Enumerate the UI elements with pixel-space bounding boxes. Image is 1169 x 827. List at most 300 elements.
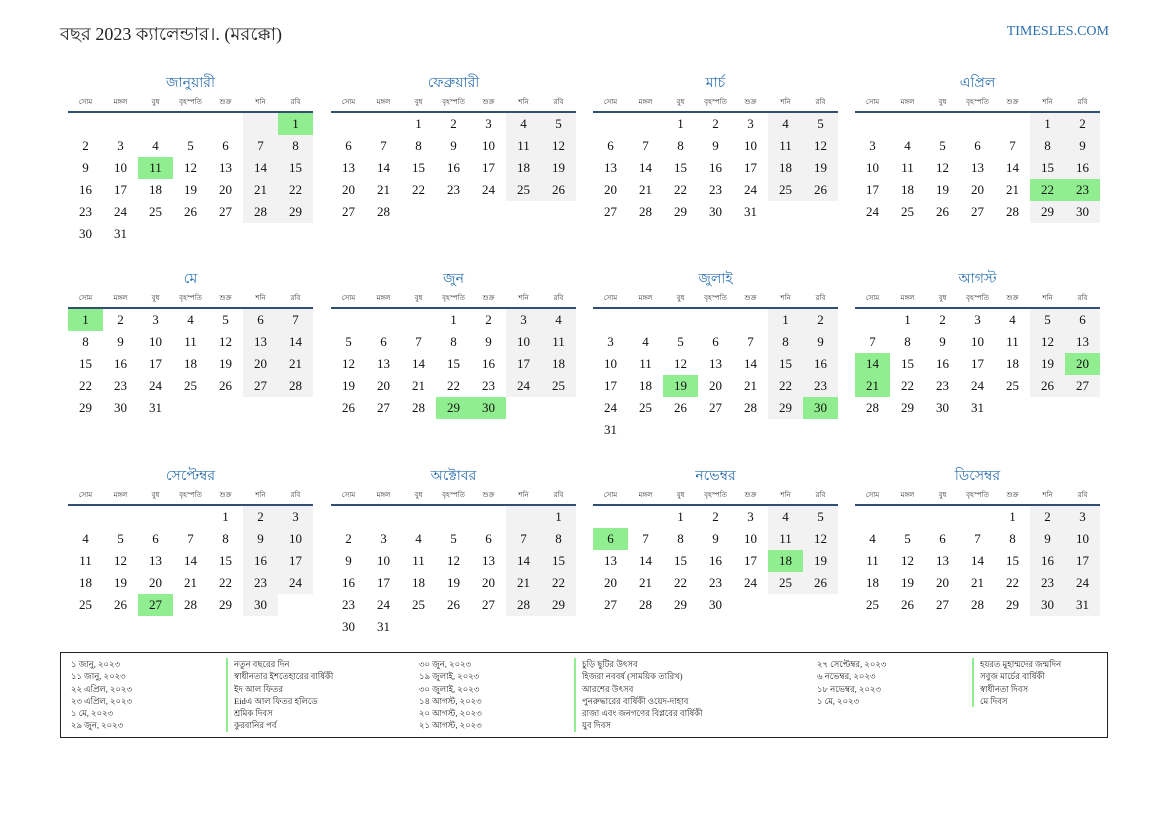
empty-day-cell xyxy=(436,506,471,528)
day-cell: 23 xyxy=(709,575,722,590)
day-cell: 9 xyxy=(243,528,278,550)
weekday-label: বৃহস্পতি xyxy=(179,98,202,106)
day-grid xyxy=(593,506,838,616)
day-cell: 2 xyxy=(1030,506,1065,528)
weekday-label: বুধ xyxy=(414,491,423,499)
day-cell: 20 xyxy=(149,575,162,590)
day-grid xyxy=(855,506,1100,616)
day-cell: 29 xyxy=(278,201,313,223)
empty-day-cell xyxy=(855,113,890,135)
legend-holiday-name: রাজা এবং জনগণের বিপ্লবের বার্ষিকী xyxy=(574,707,703,719)
weekday-label: সোম xyxy=(865,491,880,499)
day-cell: 7 xyxy=(747,334,754,349)
site-link[interactable]: TIMESLES.COM xyxy=(1006,24,1109,39)
day-cell: 4 xyxy=(541,309,576,331)
empty-day-cell xyxy=(366,506,401,528)
day-cell: 2 xyxy=(117,312,124,327)
weekday-label: শুক্র xyxy=(1006,491,1019,499)
day-cell: 2 xyxy=(712,509,719,524)
day-cell: 14 xyxy=(1006,160,1019,175)
day-cell: 18 xyxy=(639,378,652,393)
month-calendar xyxy=(593,270,838,441)
weekday-label: সোম xyxy=(603,491,618,499)
legend-date: ১৯ জুলাই, ২০২৩ xyxy=(419,671,480,682)
day-cell: 27 xyxy=(971,204,984,219)
day-cell: 4 xyxy=(506,113,541,135)
day-cell: 8 xyxy=(677,138,684,153)
day-cell: 6 xyxy=(607,138,614,153)
day-cell: 27 xyxy=(604,204,617,219)
day-cell: 16 xyxy=(803,353,838,375)
weekday-label: রবি xyxy=(553,294,564,302)
empty-day-cell xyxy=(593,309,628,331)
holiday-day-cell: 21 xyxy=(855,375,890,397)
day-cell: 25 xyxy=(768,179,803,201)
month-name: এপ্রিল xyxy=(959,76,996,91)
weekday-label: বৃহস্পতি xyxy=(966,98,989,106)
month-name: জুন xyxy=(443,272,464,287)
day-grid xyxy=(593,113,838,223)
day-cell: 5 xyxy=(1030,309,1065,331)
weekday-label: মঙ্গল xyxy=(900,98,915,106)
day-cell: 30 xyxy=(936,400,949,415)
day-cell: 9 xyxy=(117,334,124,349)
legend-row xyxy=(419,707,703,719)
day-cell: 10 xyxy=(114,160,127,175)
weekday-label: শনি xyxy=(1042,294,1053,302)
day-cell: 26 xyxy=(447,597,460,612)
day-cell: 8 xyxy=(768,331,803,353)
holiday-day-cell: 14 xyxy=(855,353,890,375)
day-grid xyxy=(855,113,1100,223)
legend-date: ২০ আগস্ট, ২০২৩ xyxy=(419,708,482,719)
month-calendar xyxy=(331,74,576,223)
day-cell: 22 xyxy=(79,378,92,393)
empty-day-cell xyxy=(243,113,278,135)
day-cell: 14 xyxy=(184,553,197,568)
day-cell: 3 xyxy=(506,309,541,331)
weekday-label: শুক্র xyxy=(219,294,232,302)
day-cell: 12 xyxy=(803,135,838,157)
day-cell: 28 xyxy=(639,597,652,612)
day-cell: 3 xyxy=(747,509,754,524)
legend-date: ৬ নভেম্বর, ২০২৩ xyxy=(817,671,876,682)
day-cell: 11 xyxy=(768,528,803,550)
day-cell: 11 xyxy=(541,331,576,353)
day-cell: 11 xyxy=(506,135,541,157)
day-cell: 9 xyxy=(1065,135,1100,157)
day-cell: 26 xyxy=(936,204,949,219)
weekday-label: সোম xyxy=(341,98,356,106)
day-cell: 25 xyxy=(79,597,92,612)
day-cell: 30 xyxy=(1030,594,1065,616)
day-cell: 5 xyxy=(187,138,194,153)
day-cell: 27 xyxy=(936,597,949,612)
day-cell: 12 xyxy=(219,334,232,349)
day-cell: 3 xyxy=(380,531,387,546)
day-cell: 26 xyxy=(342,400,355,415)
day-cell: 7 xyxy=(1009,138,1016,153)
month-calendar xyxy=(593,74,838,223)
weekday-label: বৃহস্পতি xyxy=(704,491,727,499)
page-title: বছর 2023 ক্যালেন্ডার।. (মরক্কো) xyxy=(60,24,283,44)
empty-day-cell xyxy=(331,309,366,331)
day-cell: 13 xyxy=(604,160,617,175)
legend-date: ১১ জানু, ২০২৩ xyxy=(71,671,126,682)
day-cell: 26 xyxy=(803,572,838,594)
day-cell: 23 xyxy=(243,572,278,594)
weekday-label: রবি xyxy=(815,98,826,106)
day-cell: 12 xyxy=(541,135,576,157)
legend-holiday-name: হিজরা নববর্ষ (সাময়িক তারিখ) xyxy=(574,670,683,682)
weekday-header xyxy=(855,94,1100,113)
day-cell: 19 xyxy=(342,378,355,393)
weekday-label: মঙ্গল xyxy=(113,491,128,499)
day-cell: 19 xyxy=(447,575,460,590)
day-cell: 21 xyxy=(639,575,652,590)
weekday-label: শনি xyxy=(518,491,529,499)
day-cell: 8 xyxy=(82,334,89,349)
day-cell: 24 xyxy=(744,182,757,197)
day-cell: 25 xyxy=(506,179,541,201)
legend-holiday-name: কুরবানির পর্ব xyxy=(226,719,277,731)
holiday-day-cell: 22 xyxy=(1030,179,1065,201)
legend-holiday-name: পুনরুদ্ধারের বার্ষিকী ওয়েদ-দাহাব xyxy=(574,695,688,707)
day-cell: 1 xyxy=(677,116,684,131)
day-cell: 11 xyxy=(639,356,652,371)
weekday-label: বুধ xyxy=(414,294,423,302)
legend-date: ২১ আগস্ট, ২০২৩ xyxy=(419,720,482,731)
day-cell: 7 xyxy=(642,531,649,546)
legend-holiday-name: সবুজ মার্চের বার্ষিকী xyxy=(972,670,1045,682)
day-cell: 28 xyxy=(184,597,197,612)
legend-date: ১৪ আগস্ট, ২০২৩ xyxy=(419,695,482,706)
weekday-label: সোম xyxy=(865,294,880,302)
empty-day-cell xyxy=(401,506,436,528)
day-cell: 18 xyxy=(184,356,197,371)
day-cell: 6 xyxy=(1065,309,1100,331)
empty-day-cell xyxy=(628,309,663,331)
day-cell: 19 xyxy=(1030,353,1065,375)
empty-day-cell xyxy=(103,113,138,135)
legend-row xyxy=(419,658,703,670)
day-cell: 6 xyxy=(243,309,278,331)
day-cell: 19 xyxy=(219,356,232,371)
day-cell: 24 xyxy=(604,400,617,415)
day-cell: 24 xyxy=(278,572,313,594)
month-calendar xyxy=(331,467,576,638)
day-cell: 17 xyxy=(744,160,757,175)
month-name: ফেব্রুয়ারী xyxy=(427,76,480,91)
legend-row xyxy=(71,670,333,682)
day-cell: 2 xyxy=(450,116,457,131)
day-cell: 22 xyxy=(674,575,687,590)
weekday-header xyxy=(68,94,313,113)
day-cell: 22 xyxy=(1006,575,1019,590)
weekday-label: মঙ্গল xyxy=(638,491,653,499)
weekday-label: রবি xyxy=(290,98,301,106)
day-cell: 28 xyxy=(243,201,278,223)
day-cell: 26 xyxy=(803,179,838,201)
legend-holiday-name: আরশের উৎসব xyxy=(574,683,633,695)
day-cell: 26 xyxy=(114,597,127,612)
day-cell: 18 xyxy=(506,157,541,179)
legend-row xyxy=(419,670,703,682)
weekday-label: শুক্র xyxy=(482,98,495,106)
day-cell: 13 xyxy=(1065,331,1100,353)
day-cell: 19 xyxy=(114,575,127,590)
weekday-label: বৃহস্পতি xyxy=(179,294,202,302)
day-cell: 10 xyxy=(604,356,617,371)
day-cell: 7 xyxy=(974,531,981,546)
weekday-label: মঙ্গল xyxy=(638,294,653,302)
holiday-day-cell: 19 xyxy=(663,375,698,397)
empty-day-cell xyxy=(593,113,628,135)
day-cell: 4 xyxy=(768,506,803,528)
weekday-label: মঙ্গল xyxy=(376,98,391,106)
weekday-header xyxy=(331,290,576,309)
empty-day-cell xyxy=(68,113,103,135)
month-calendar xyxy=(68,74,313,245)
day-cell: 17 xyxy=(278,550,313,572)
day-cell: 28 xyxy=(744,400,757,415)
day-cell: 13 xyxy=(243,331,278,353)
day-cell: 31 xyxy=(744,204,757,219)
day-cell: 16 xyxy=(709,160,722,175)
day-cell: 1 xyxy=(768,309,803,331)
month-calendar xyxy=(68,270,313,419)
day-cell: 1 xyxy=(1009,509,1016,524)
day-cell: 8 xyxy=(1009,531,1016,546)
day-cell: 19 xyxy=(803,550,838,572)
day-cell: 14 xyxy=(278,331,313,353)
weekday-label: সোম xyxy=(78,491,93,499)
day-cell: 25 xyxy=(901,204,914,219)
weekday-header xyxy=(855,487,1100,506)
day-cell: 31 xyxy=(114,226,127,241)
day-cell: 22 xyxy=(219,575,232,590)
day-grid xyxy=(68,113,313,245)
day-cell: 19 xyxy=(541,157,576,179)
day-cell: 26 xyxy=(184,204,197,219)
day-cell: 20 xyxy=(377,378,390,393)
empty-day-cell xyxy=(733,309,768,331)
day-cell: 27 xyxy=(604,597,617,612)
day-cell: 15 xyxy=(674,553,687,568)
legend-holiday-name: চুড়ি ছুটির উৎসব xyxy=(574,658,638,670)
day-cell: 12 xyxy=(114,553,127,568)
weekday-label: বুধ xyxy=(151,98,160,106)
day-cell: 16 xyxy=(1065,157,1100,179)
empty-day-cell xyxy=(366,309,401,331)
month-name: জুলাই xyxy=(698,272,733,287)
day-cell: 4 xyxy=(415,531,422,546)
day-cell: 18 xyxy=(541,353,576,375)
empty-day-cell xyxy=(173,113,208,135)
day-cell: 25 xyxy=(149,204,162,219)
day-cell: 14 xyxy=(744,356,757,371)
day-cell: 7 xyxy=(415,334,422,349)
legend-row xyxy=(71,658,333,670)
day-cell: 29 xyxy=(1006,597,1019,612)
holiday-day-cell: 30 xyxy=(471,397,506,419)
weekday-label: রবি xyxy=(553,98,564,106)
day-cell: 18 xyxy=(866,575,879,590)
day-cell: 8 xyxy=(222,531,229,546)
day-cell: 15 xyxy=(79,356,92,371)
day-cell: 22 xyxy=(768,375,803,397)
day-cell: 19 xyxy=(936,182,949,197)
day-cell: 15 xyxy=(541,550,576,572)
day-cell: 25 xyxy=(184,378,197,393)
day-cell: 14 xyxy=(243,157,278,179)
day-cell: 9 xyxy=(712,531,719,546)
day-cell: 23 xyxy=(709,182,722,197)
weekday-label: শনি xyxy=(780,294,791,302)
day-cell: 3 xyxy=(485,116,492,131)
day-grid xyxy=(331,309,576,419)
legend-holiday-name: শ্রমিক দিবস xyxy=(226,707,273,719)
day-cell: 27 xyxy=(377,400,390,415)
weekday-label: শুক্র xyxy=(1006,294,1019,302)
day-cell: 5 xyxy=(222,312,229,327)
weekday-label: বৃহস্পতি xyxy=(704,98,727,106)
day-cell: 12 xyxy=(936,160,949,175)
day-cell: 30 xyxy=(709,597,722,612)
day-cell: 22 xyxy=(901,378,914,393)
legend-holiday-name: মে দিবস xyxy=(972,695,1008,707)
day-cell: 8 xyxy=(677,531,684,546)
weekday-header xyxy=(68,487,313,506)
day-cell: 29 xyxy=(901,400,914,415)
month-name: ডিসেম্বর xyxy=(954,469,1001,484)
empty-day-cell xyxy=(471,506,506,528)
empty-day-cell xyxy=(855,309,890,331)
holiday-day-cell: 27 xyxy=(138,594,173,616)
day-cell: 2 xyxy=(82,138,89,153)
day-cell: 10 xyxy=(744,138,757,153)
day-cell: 12 xyxy=(447,553,460,568)
legend-date: ১ মে, ২০২৩ xyxy=(817,695,860,706)
weekday-label: শুক্র xyxy=(744,491,757,499)
day-cell: 3 xyxy=(278,506,313,528)
day-cell: 13 xyxy=(936,553,949,568)
empty-day-cell xyxy=(331,113,366,135)
empty-day-cell xyxy=(68,506,103,528)
day-cell: 12 xyxy=(803,528,838,550)
day-cell: 21 xyxy=(506,572,541,594)
day-cell: 24 xyxy=(866,204,879,219)
weekday-label: বুধ xyxy=(414,98,423,106)
holiday-day-cell: 18 xyxy=(768,550,803,572)
day-cell: 9 xyxy=(939,334,946,349)
day-cell: 13 xyxy=(971,160,984,175)
weekday-header xyxy=(593,94,838,113)
day-cell: 6 xyxy=(712,334,719,349)
day-cell: 25 xyxy=(639,400,652,415)
legend-row xyxy=(71,719,333,731)
day-cell: 20 xyxy=(342,182,355,197)
day-cell: 13 xyxy=(342,160,355,175)
weekday-label: শুক্র xyxy=(482,294,495,302)
day-cell: 1 xyxy=(904,312,911,327)
legend-row xyxy=(419,719,703,731)
legend-row xyxy=(71,695,333,707)
day-cell: 9 xyxy=(803,331,838,353)
day-cell: 25 xyxy=(412,597,425,612)
day-cell: 20 xyxy=(604,575,617,590)
day-cell: 3 xyxy=(747,116,754,131)
day-cell: 24 xyxy=(114,204,127,219)
weekday-label: বুধ xyxy=(151,294,160,302)
day-cell: 18 xyxy=(149,182,162,197)
empty-day-cell xyxy=(138,506,173,528)
day-cell: 29 xyxy=(541,594,576,616)
day-cell: 19 xyxy=(184,182,197,197)
day-cell: 2 xyxy=(803,309,838,331)
weekday-label: বুধ xyxy=(151,491,160,499)
day-cell: 17 xyxy=(482,160,495,175)
month-calendar xyxy=(331,270,576,419)
day-cell: 20 xyxy=(482,575,495,590)
day-cell: 21 xyxy=(184,575,197,590)
day-cell: 17 xyxy=(1065,550,1100,572)
day-cell: 21 xyxy=(971,575,984,590)
day-cell: 6 xyxy=(345,138,352,153)
day-cell: 8 xyxy=(415,138,422,153)
day-cell: 7 xyxy=(642,138,649,153)
day-cell: 15 xyxy=(219,553,232,568)
day-cell: 5 xyxy=(677,334,684,349)
day-cell: 28 xyxy=(412,400,425,415)
legend-row xyxy=(817,658,1061,670)
day-cell: 26 xyxy=(219,378,232,393)
weekday-label: শনি xyxy=(1042,491,1053,499)
legend-row xyxy=(419,695,703,707)
day-cell: 2 xyxy=(485,312,492,327)
day-cell: 30 xyxy=(709,204,722,219)
weekday-label: মঙ্গল xyxy=(900,491,915,499)
legend-holiday-name: নতুন বছরের দিন xyxy=(226,658,289,670)
day-cell: 21 xyxy=(639,182,652,197)
day-cell: 16 xyxy=(114,356,127,371)
day-cell: 4 xyxy=(187,312,194,327)
weekday-label: বৃহস্পতি xyxy=(442,98,465,106)
day-cell: 29 xyxy=(79,400,92,415)
day-cell: 9 xyxy=(712,138,719,153)
holiday-day-cell: 29 xyxy=(436,397,471,419)
day-cell: 2 xyxy=(1065,113,1100,135)
legend-holiday-name: Eidএ আল ফিতর হলিডে xyxy=(226,695,318,707)
weekday-label: বুধ xyxy=(938,98,947,106)
day-cell: 25 xyxy=(1006,378,1019,393)
day-cell: 12 xyxy=(184,160,197,175)
month-calendar xyxy=(593,467,838,616)
day-cell: 26 xyxy=(541,179,576,201)
day-cell: 10 xyxy=(278,528,313,550)
day-cell: 5 xyxy=(541,113,576,135)
day-cell: 23 xyxy=(447,182,460,197)
day-cell: 7 xyxy=(506,528,541,550)
month-name: মার্চ xyxy=(705,76,726,91)
day-cell: 28 xyxy=(639,204,652,219)
day-cell: 21 xyxy=(1006,182,1019,197)
legend-row xyxy=(817,683,1061,695)
day-cell: 15 xyxy=(674,160,687,175)
legend-holiday-name: হযরত মুহাম্মদের জন্মদিন xyxy=(972,658,1061,670)
day-cell: 7 xyxy=(278,309,313,331)
day-cell: 20 xyxy=(243,353,278,375)
